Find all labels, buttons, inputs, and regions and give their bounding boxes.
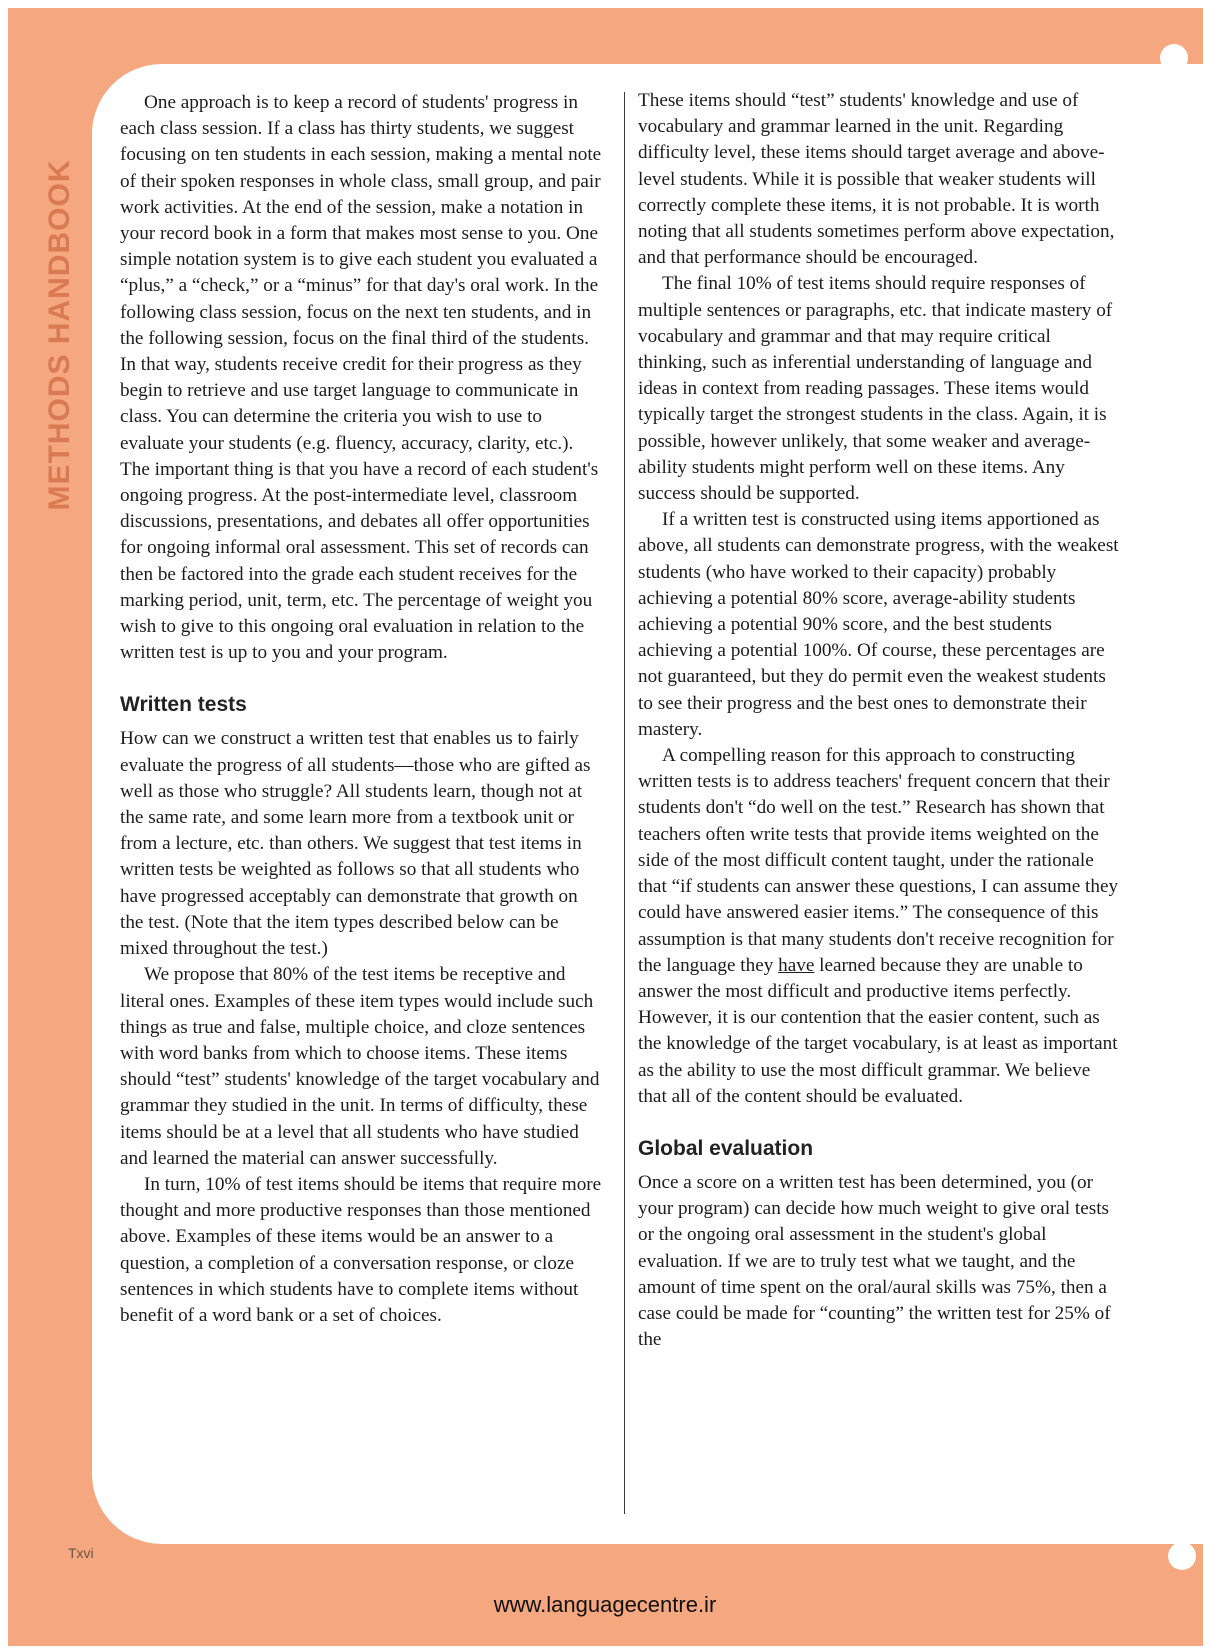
global-evaluation-heading: Global evaluation [638,1136,814,1160]
right-paragraph-4-emphasis: have [778,954,815,976]
right-column [638,88,1120,1353]
right-paragraph-1: These items should “test” students' knowledge and use of vocabulary and grammar learned in the unit. Regarding difficulty level, these items should target average and above-level students. While it is possible that weaker students will correctly complete these items, it is not probable. It is worth noting that all students sometimes perform above expectation, and that performance should be encouraged. [638,90,1115,269]
binder-hole-bottom [1168,1542,1196,1570]
binder-hole-top [1160,44,1188,72]
page-number: Txvi [68,1545,94,1561]
right-paragraph-3: If a written test is constructed using items apportioned as above, all students can demonstrate progress, with the weakest students (who have worked to their capacity) probably achieving a potential 80% score, average-ability students achieving a potential 90% score, and the best students achieving a potential 100%. Of course, these percentages are not guaranteed, but they do permit even the weakest students to see their progress and the best ones to demonstrate their mastery. [638,509,1119,740]
website-footer[interactable]: www.languagecentre.ir [493,1592,717,1617]
written-tests-paragraph-2: We propose that 80% of the test items be receptive and literal ones. Examples of these item types would include such things as true and false, multiple choice, and cloze sentences with word banks from which to choose items. These items should “test” students' knowledge of the target vocabulary and grammar they studied in the unit. In terms of difficulty, these items should be at a level that all students who have studied and learned the material can answer successfully. [120,964,600,1169]
intro-paragraph: One approach is to keep a record of students' progress in each class session. If a class has thirty students, we suggest focusing on ten students in each session, making a mental note of their spoken responses in whole class, small group, and pair work activities. At the end of the session, make a notation in your record book in a form that makes most sense to you. One simple notation system is to give each student you evaluated a “plus,” a “check,” or a “minus” for that day's oral work. In the following class session, focus on the next ten students, and in the following session, focus on the final third of the students. In that way, students receive credit for their progress as they begin to retrieve and use target language to communicate in class. You can determine the criteria you wish to use to evaluate your students (e.g. fluency, accuracy, clarity, etc.). The important thing is that you have a record of each student's ongoing progress. At the post-intermediate level, classroom discussions, presentations, and debates all offer opportunities for ongoing informal oral assessment. This set of records can then be factored into the grade each student receives for the marking period, unit, term, etc. The percentage of weight you wish to give to this ongoing oral evaluation in relation to the written test is up to you and your program. [120,92,602,664]
right-paragraph-4-text-a: A compelling reason for this approach to constructing written tests is to address teachers' frequent concern that their students don't “do well on the test.” Research has shown that teachers often write tests that provide items weighted on the side of the most difficult content taught, under the rationale that “if students can answer these questions, I can assume they could have answered easier items.” The consequence of this assumption is that many students don't receive recognition for the language they [638,745,1119,976]
right-paragraph-4 [638,743,1120,1110]
global-evaluation-paragraph: Once a score on a written test has been determined, you (or your program) can decide how much weight to give oral tests or the ongoing oral assessment in the student's global evaluation. If we are to truly test what we taught, and the amount of time spent on the oral/aural skills was 75%, then a case could be made for “counting” the written test for 25% of the [638,1171,1111,1351]
left-column [120,90,602,1329]
side-tab [40,140,80,530]
written-tests-paragraph-3: In turn, 10% of test items should be items that require more thought and more productive responses than those mentioned above. Examples of these items would be an answer to a question, a completion of a conversation response, or cloze sentences in which students have to complete items without benefit of a word bank or a set of choices. [120,1173,602,1326]
side-tab-label: METHODS HANDBOOK [43,159,76,511]
written-tests-heading: Written tests [120,693,247,717]
right-paragraph-4-text-b: learned because they are unable to answer the most difficult and productive items perfectly. However, it is our contention that the easier content, such as the knowledge of the target vocabulary, is at least as important as the ability to use the most difficult grammar. We believe that all of the content should be evaluated. [638,954,1118,1107]
right-paragraph-2: The final 10% of test items should require responses of multiple sentences or paragraphs, etc. that indicate mastery of vocabulary and grammar and that may require critical thinking, such as inferential understanding of language and ideas in context from reading passages. These items would typically target the strongest students in the class. Again, it is possible, however unlikely, that some weaker and average-ability students might perform well on these items. Any success should be supported. [638,273,1113,505]
written-tests-paragraph-1: How can we construct a written test that enables us to fairly evaluate the progress of all students—those who are gifted as well as those who struggle? All students learn, though not at the same rate, and some learn more from a textbook unit or from a lecture, etc. than others. We suggest that test items in written tests be weighted as follows so that all students who have progressed acceptably can demonstrate that growth on the test. (Note that the item types described below can be mixed throughout the test.) [120,728,591,960]
column-divider [624,92,625,1514]
